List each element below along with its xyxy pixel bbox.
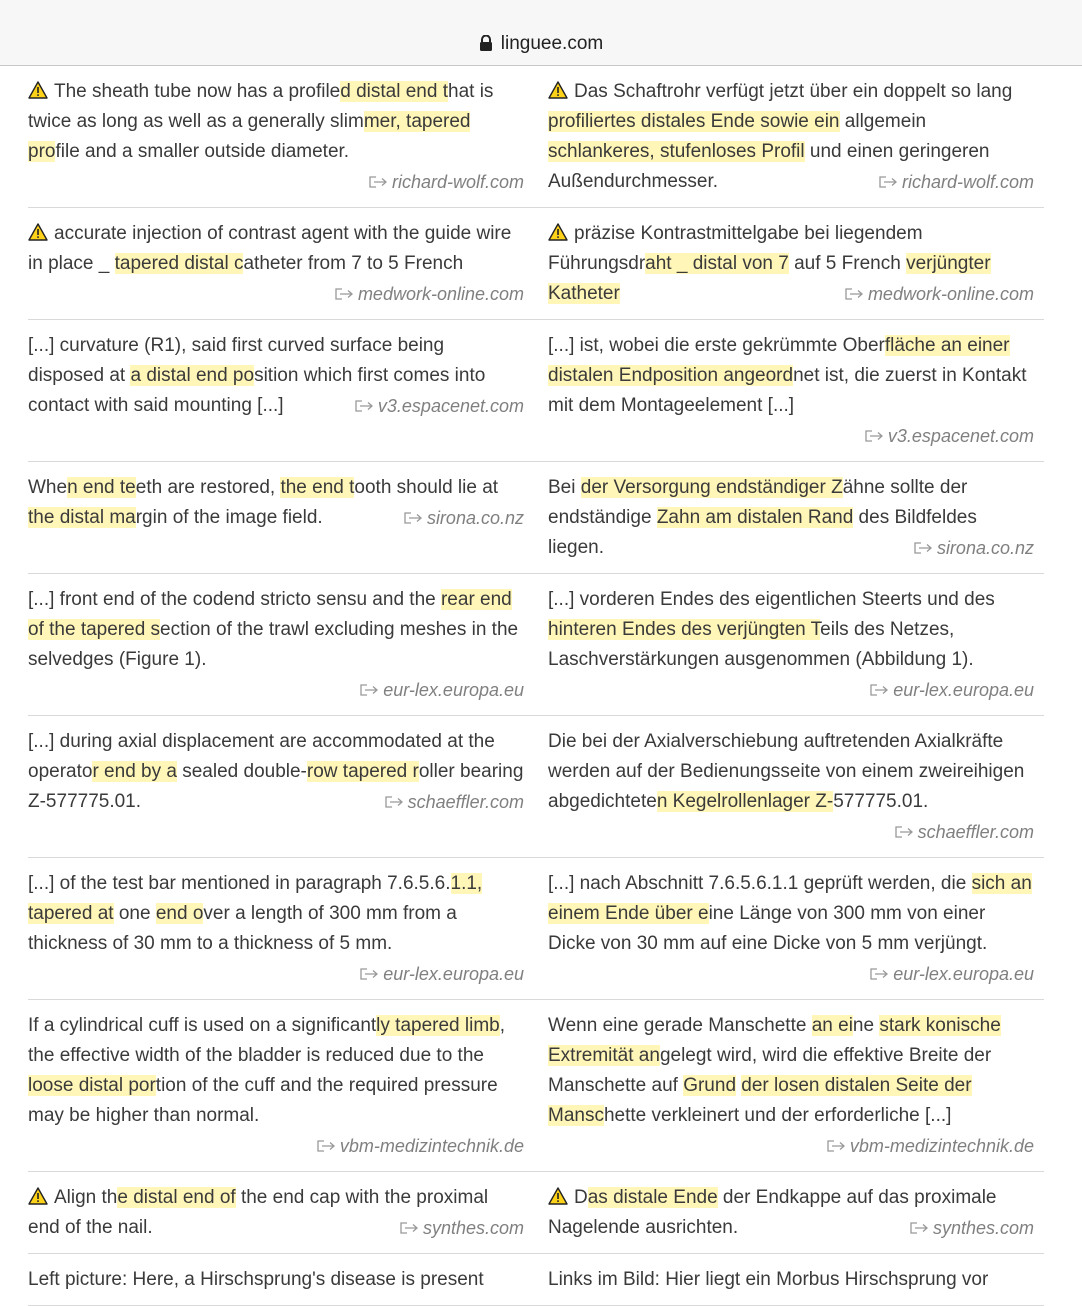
source-domain-text: eur-lex.europa.eu: [893, 964, 1034, 984]
sentence-text: ähne sollte der endständige: [548, 477, 968, 528]
url-text: linguee.com: [500, 32, 604, 54]
translation-example-row: [28, 858, 1044, 1000]
source-domain-link[interactable]: [878, 167, 1034, 197]
sentence: [548, 727, 1034, 842]
target-sentence[interactable]: [548, 219, 1034, 309]
source-sentence[interactable]: [28, 869, 524, 989]
warning-icon: [28, 81, 48, 99]
sentence: [28, 727, 524, 817]
sentence-text: gelegt wird, wird die effektive Breite der Manschette auf: [548, 1045, 992, 1096]
source-domain-text: vbm-medizintechnik.de: [849, 1136, 1034, 1156]
highlighted-term: mer, tapered: [363, 111, 471, 132]
sentence-text: ver a length of 300 mm from a thickness of 30 mm to a thickness of 5 mm.: [28, 903, 457, 954]
translation-example-row: [28, 462, 1044, 574]
source-domain-link[interactable]: [869, 959, 1034, 989]
sentence: [548, 869, 1034, 984]
target-sentence[interactable]: [548, 77, 1034, 197]
sentence-text: Whe: [28, 477, 68, 498]
external-link-icon: [368, 175, 388, 189]
source-sentence[interactable]: [28, 1011, 524, 1161]
sentence-text: [...] vorderen Endes des eigentlichen Steerts und des: [548, 589, 995, 610]
source-domain-row: [28, 959, 524, 989]
highlighted-term: der Versorgung endständiger Z: [580, 477, 843, 498]
warning-icon: [548, 1187, 568, 1205]
source-domain-link[interactable]: [399, 1213, 524, 1243]
source-domain-row: [548, 1131, 1034, 1161]
source-domain-link[interactable]: [403, 503, 524, 533]
sentence: [548, 1183, 1034, 1243]
source-domain-text: medwork-online.com: [867, 284, 1034, 304]
sentence-text: the end cap with the proximal end of the nail.: [28, 1187, 489, 1238]
source-sentence[interactable]: [28, 331, 524, 451]
highlighted-term: stark konische Extremität an: [548, 1015, 1001, 1066]
source-sentence[interactable]: [28, 219, 524, 309]
source-domain-text: eur-lex.europa.eu: [893, 680, 1034, 700]
source-domain-row: [548, 421, 1034, 451]
highlighted-term: 1.1, tapered at: [28, 873, 483, 924]
highlighted-term: verjüngter Katheter: [548, 253, 991, 304]
sentence-text: allgemein: [839, 111, 927, 132]
highlighted-term: Zahn am distalen Rand: [656, 507, 854, 528]
source-domain-link[interactable]: [894, 817, 1034, 847]
source-domain-link[interactable]: [354, 391, 524, 421]
source-sentence[interactable]: [28, 1265, 524, 1295]
highlighted-term: r end by a: [92, 761, 177, 782]
sentence-text: net ist, die zuerst in Kontakt mit dem Montageelement [...]: [548, 365, 1027, 416]
external-link-icon: [316, 1139, 336, 1153]
sentence-text: Links im Bild: Hier liegt ein Morbus Hirschsprung vor: [548, 1269, 989, 1290]
sentence-text: 577775.01.: [833, 791, 929, 812]
sentence-text: hat is twice as long as well as a generally slim: [28, 81, 494, 132]
source-sentence[interactable]: [28, 585, 524, 705]
sentence-text: sealed double-: [176, 761, 307, 782]
translation-example-row: [28, 320, 1044, 462]
source-domain-text: richard-wolf.com: [901, 172, 1034, 192]
source-domain-row: [28, 167, 524, 197]
sentence: [548, 585, 1034, 675]
sentence-text: , the effective width of the bladder is reduced due to the: [28, 1015, 506, 1066]
highlighted-term: n Kegelrollenlager Z-: [656, 791, 834, 812]
sentence: [28, 77, 524, 167]
sentence: [28, 585, 524, 675]
sentence-text: [...] nach Abschnitt 7.6.5.6.1.1 geprüft werden, die: [548, 873, 972, 894]
translation-example-list: [28, 66, 1044, 1306]
external-link-icon: [384, 795, 404, 809]
sentence-text: [...] of the test bar mentioned in paragraph 7.6.5.6.: [28, 873, 451, 894]
sentence-text: file and a smaller outside diameter.: [55, 141, 350, 162]
source-domain-text: schaeffler.com: [917, 822, 1034, 842]
source-domain-row: [28, 675, 524, 705]
highlighted-term: schlankeres, stufenloses Profil: [548, 141, 805, 162]
sentence-text: der Endkappe auf das proximale Nagelende ausrichten.: [548, 1187, 997, 1238]
external-link-icon: [399, 1221, 419, 1235]
highlighted-term: d distal end t: [340, 81, 448, 102]
source-sentence[interactable]: [28, 727, 524, 847]
highlighted-term: a distal end po: [130, 365, 255, 386]
sentence: [548, 331, 1034, 421]
url-display[interactable]: [479, 33, 603, 55]
highlighted-term: tapered distal c: [114, 253, 244, 274]
external-link-icon: [878, 175, 898, 189]
highlighted-term: e distal end of: [117, 1187, 236, 1208]
target-sentence[interactable]: [548, 331, 1034, 451]
warning-icon: [28, 1187, 48, 1205]
source-domain-text: v3.espacenet.com: [887, 426, 1034, 446]
external-link-icon: [864, 429, 884, 443]
sentence-text: präzise Kontrastmittelgabe bei liegendem Führungsdr: [548, 223, 923, 274]
source-domain-link[interactable]: [864, 426, 1034, 446]
sentence: [28, 1265, 524, 1295]
highlighted-term: pro: [28, 141, 56, 162]
source-domain-text: synthes.com: [932, 1218, 1034, 1238]
external-link-icon: [403, 511, 423, 525]
source-domain-text: v3.espacenet.com: [377, 396, 524, 416]
sentence-text: ooth should lie at: [354, 477, 499, 498]
external-link-icon: [909, 1221, 929, 1235]
sentence-text: hette verkleinert und der erforderliche [...]: [603, 1105, 952, 1126]
sentence-text: eth are restored,: [135, 477, 281, 498]
source-domain-text: eur-lex.europa.eu: [383, 964, 524, 984]
source-domain-link[interactable]: [368, 172, 524, 192]
sentence-text: [...] curvature (R1), said first curved surface being disposed at: [28, 335, 445, 386]
source-domain-text: richard-wolf.com: [391, 172, 524, 192]
translation-example-row: [28, 716, 1044, 858]
sentence-text: accurate injection of contrast agent with the guide wire in place _: [28, 223, 512, 274]
source-domain-text: synthes.com: [422, 1218, 524, 1238]
highlighted-term: row tapered r: [306, 761, 419, 782]
translation-example-row: [28, 1000, 1044, 1172]
highlighted-term: ly tapered limb: [376, 1015, 500, 1036]
source-domain-text: medwork-online.com: [357, 284, 524, 304]
source-domain-text: eur-lex.europa.eu: [383, 680, 524, 700]
external-link-icon: [913, 541, 933, 555]
sentence: [28, 869, 524, 959]
sentence: [548, 219, 1034, 309]
target-sentence[interactable]: [548, 727, 1034, 847]
external-link-icon: [359, 683, 379, 697]
sentence-text: auf 5 French: [788, 253, 907, 274]
source-domain-text: vbm-medizintechnik.de: [339, 1136, 524, 1156]
source-domain-link[interactable]: [334, 279, 524, 309]
warning-icon: [28, 223, 48, 241]
external-link-icon: [354, 399, 374, 413]
external-link-icon: [826, 1139, 846, 1153]
sentence: [28, 219, 524, 304]
lock-icon: [479, 35, 493, 51]
source-domain-link[interactable]: [844, 279, 1034, 309]
sentence: [28, 331, 524, 421]
highlighted-term: the end t: [280, 477, 355, 498]
sentence: [28, 1011, 524, 1131]
sentence-text: Wenn eine gerade Manschette: [548, 1015, 812, 1036]
source-domain-link[interactable]: [359, 680, 524, 700]
highlighted-term: profiliertes distales Ende sowie ein: [548, 111, 840, 132]
source-sentence[interactable]: [28, 1183, 524, 1243]
source-domain-link[interactable]: [384, 787, 524, 817]
sentence: [28, 1183, 524, 1243]
translation-example-row: [28, 1254, 1044, 1306]
target-sentence[interactable]: [548, 1011, 1034, 1161]
sentence-text: sition which first comes into contact with said mounting [...]: [28, 365, 486, 416]
sentence-text: ine Länge von 300 mm von einer Dicke von 30 mm auf eine Dicke von 5 mm verjüngt.: [548, 903, 988, 954]
highlighted-term: n end te: [67, 477, 136, 498]
highlighted-term: rear end of the tapered s: [28, 589, 512, 640]
translation-example-row: [28, 1172, 1044, 1254]
external-link-icon: [869, 683, 889, 697]
external-link-icon: [359, 967, 379, 981]
sentence-text: Die bei der Axialverschiebung auftretenden Axialkräfte werden auf der Bedienungsseite von einem zweireihigen abgedichtete: [548, 731, 1025, 812]
highlighted-term: the distal ma: [28, 507, 136, 528]
source-domain-text: sirona.co.nz: [936, 538, 1034, 558]
source-domain-row: [28, 1131, 524, 1161]
highlighted-term: fläche an einer distalen Endposition angeord: [548, 335, 1010, 386]
sentence-text: Bei: [548, 477, 581, 498]
target-sentence[interactable]: [548, 1183, 1034, 1243]
sentence: [548, 1265, 1034, 1295]
sentence-text: Das Schaftrohr verfügt jetzt über ein doppelt so lang: [574, 81, 1013, 102]
target-sentence[interactable]: [548, 1265, 1034, 1295]
sentence-text: Left picture: Here, a Hirschsprung's disease is present: [28, 1269, 484, 1290]
sentence: [548, 77, 1034, 197]
sentence-text: atheter from 7 to 5 French: [243, 253, 464, 274]
sentence-text: eils des Netzes, Laschverstärkungen ausgenommen (Abbildung 1).: [548, 619, 974, 670]
highlighted-term: aht _ distal von 7: [645, 253, 789, 274]
external-link-icon: [894, 825, 914, 839]
sentence-text: oller bearing Z-577775.01.: [28, 761, 524, 812]
source-sentence[interactable]: [28, 473, 524, 563]
translation-example-row: [28, 208, 1044, 320]
source-domain-link[interactable]: [869, 680, 1034, 700]
source-sentence[interactable]: [28, 77, 524, 197]
target-sentence[interactable]: [548, 585, 1034, 705]
warning-icon: [548, 81, 568, 99]
translation-example-row: [28, 574, 1044, 716]
target-sentence[interactable]: [548, 473, 1034, 563]
highlighted-term: end o: [155, 903, 204, 924]
sentence-text: und einen geringeren Außendurchmesser.: [548, 141, 990, 192]
source-domain-text: schaeffler.com: [407, 792, 524, 812]
target-sentence[interactable]: [548, 869, 1034, 989]
source-domain-link[interactable]: [826, 1136, 1034, 1156]
sentence-text: If a cylindrical cuff is used on a significant: [28, 1015, 377, 1036]
source-domain-text: sirona.co.nz: [426, 508, 524, 528]
highlighted-term: Grund: [683, 1075, 737, 1096]
highlighted-term: hinteren Endes des verjüngten T: [548, 619, 821, 640]
browser-url-bar[interactable]: [0, 0, 1082, 66]
sentence-text: ection of the trawl excluding meshes in the selvedges (Figure 1).: [28, 619, 519, 670]
highlighted-term: as distale Ende: [587, 1187, 718, 1208]
sentence-text: ne: [852, 1015, 880, 1036]
external-link-icon: [844, 287, 864, 301]
sentence-text: one: [113, 903, 156, 924]
translation-example-row: [28, 66, 1044, 208]
external-link-icon: [334, 287, 354, 301]
warning-icon: [548, 223, 568, 241]
sentence-text: rgin of the image field.: [135, 507, 323, 528]
source-domain-link[interactable]: [913, 533, 1034, 563]
sentence: [548, 473, 1034, 563]
sentence-text: Align th: [54, 1187, 118, 1208]
sentence-text: [...] front end of the codend stricto sensu and the: [28, 589, 441, 610]
source-domain-link[interactable]: [909, 1213, 1034, 1243]
source-domain-link[interactable]: [316, 1136, 524, 1156]
sentence-text: des Bildfeldes liegen.: [548, 507, 977, 558]
sentence: [28, 473, 524, 533]
sentence-text: The sheath tube now has a profile: [54, 81, 341, 102]
highlighted-term: der losen distalen Seite der Mansc: [548, 1075, 972, 1126]
source-domain-link[interactable]: [359, 964, 524, 984]
sentence-text: [...] during axial displacement are accommodated at the operato: [28, 731, 495, 782]
highlighted-term: an ei: [811, 1015, 853, 1036]
highlighted-term: sich an einem Ende über e: [548, 873, 1032, 924]
sentence: [548, 1011, 1034, 1131]
highlighted-term: loose distal por: [28, 1075, 156, 1096]
sentence-text: D: [574, 1187, 588, 1208]
external-link-icon: [869, 967, 889, 981]
source-domain-row: [548, 675, 1034, 705]
sentence-text: [...] ist, wobei die erste gekrümmte Ober: [548, 335, 885, 356]
sentence-text: tion of the cuff and the required pressure may be higher than normal.: [28, 1075, 498, 1126]
